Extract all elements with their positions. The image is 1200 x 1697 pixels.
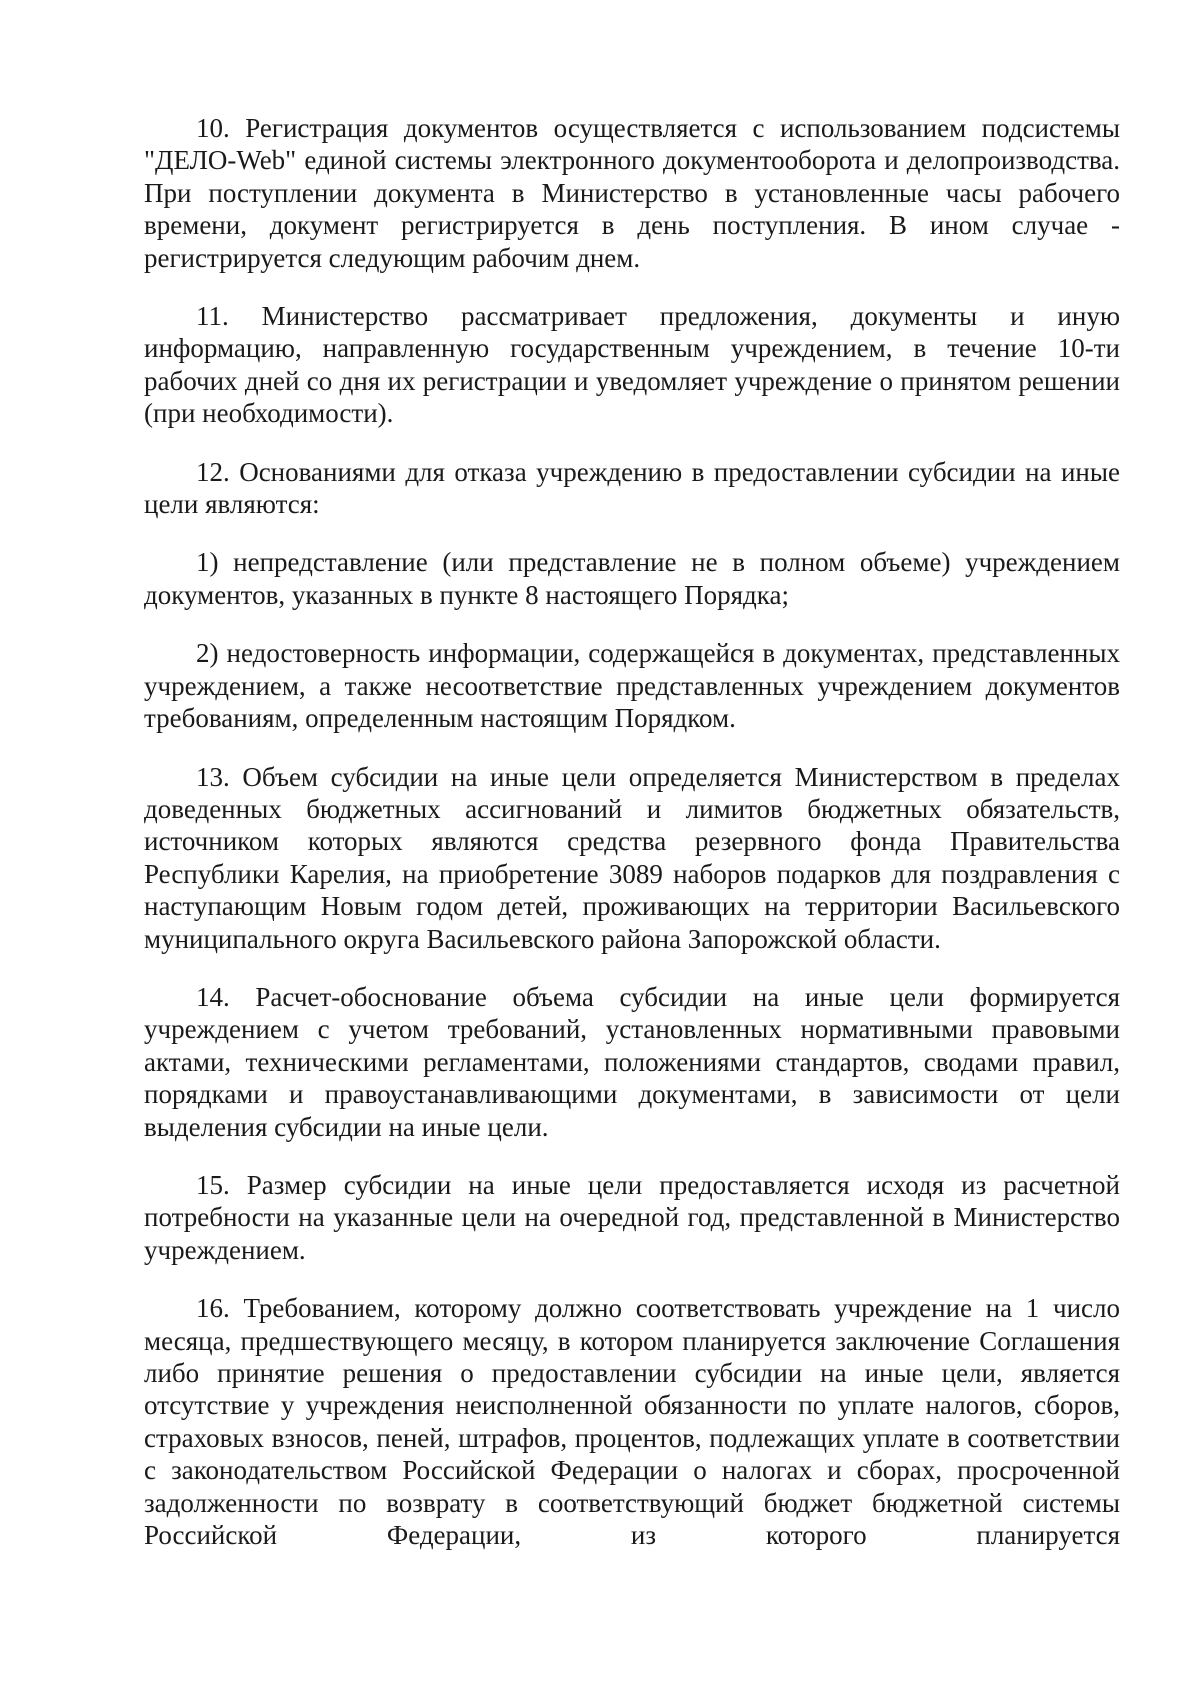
paragraph-14: 14. Расчет-обоснование объема субсидии на иные цели формируется учреждением с учетом требований, установленных нормативными правовыми актами, техническими регламентами, положениями стандартов, сводами правил, порядками и правоустанавливающими документами, в зависимости от цели выделения субсидии на иные цели. <box>144 981 1120 1142</box>
paragraph-12: 12. Основаниями для отказа учреждению в предоставлении субсидии на иные цели являются: <box>144 456 1120 520</box>
paragraph-15: 15. Размер субсидии на иные цели предоставляется исходя из расчетной потребности на указанные цели на очередной год, представленной в Министерство учреждением. <box>144 1169 1120 1265</box>
paragraph-12-item-2: 2) недостоверность информации, содержащейся в документах, представленных учреждением, а также несоответствие представленных учреждением документов требованиям, определенным настоящим Порядком. <box>144 638 1120 734</box>
document-body <box>144 112 1120 1551</box>
paragraph-13: 13. Объем субсидии на иные цели определяется Министерством в пределах доведенных бюджетных ассигнований и лимитов бюджетных обязательств, источником которых являются средства резервного фонда Правительства Республики Карелия, на приобретение 3089 наборов подарков для поздравления с наступающим Новым годом детей, проживающих на территории Васильевского муниципального округа Васильевского района Запорожской области. <box>144 761 1120 954</box>
paragraph-10: 10. Регистрация документов осуществляется с использованием подсистемы "ДЕЛО-Web" единой системы электронного документооборота и делопроизводства. При поступлении документа в Министерство в установленные часы рабочего времени, документ регистрируется в день поступления. В ином случае - регистрируется следующим рабочим днем. <box>144 113 1120 273</box>
paragraph-16: 16. Требованием, которому должно соответствовать учреждение на 1 число месяца, предшествующего месяцу, в котором планируется заключение Соглашения либо принятие решения о предоставлении субсидии на иные цели, является отсутствие у учреждения неисполненной обязанности по уплате налогов, сборов, страховых взносов, пеней, штрафов, процентов, подлежащих уплате в соответствии с законодательством Российской Федерации о налогах и сборах, просроченной задолженности по возврату в соответствующий бюджет бюджетной системы Российской Федерации, из которого планируется <box>144 1293 1120 1551</box>
paragraph-12-item-1: 1) непредставление (или представление не в полном объеме) учреждением документов, указанных в пункте 8 настоящего Порядка; <box>144 547 1120 610</box>
paragraph-11: 11. Министерство рассматривает предложения, документы и иную информацию, направленную государственным учреждением, в течение 10-ти рабочих дней со дня их регистрации и уведомляет учреждение о принятом решении (при необходимости). <box>144 301 1120 429</box>
